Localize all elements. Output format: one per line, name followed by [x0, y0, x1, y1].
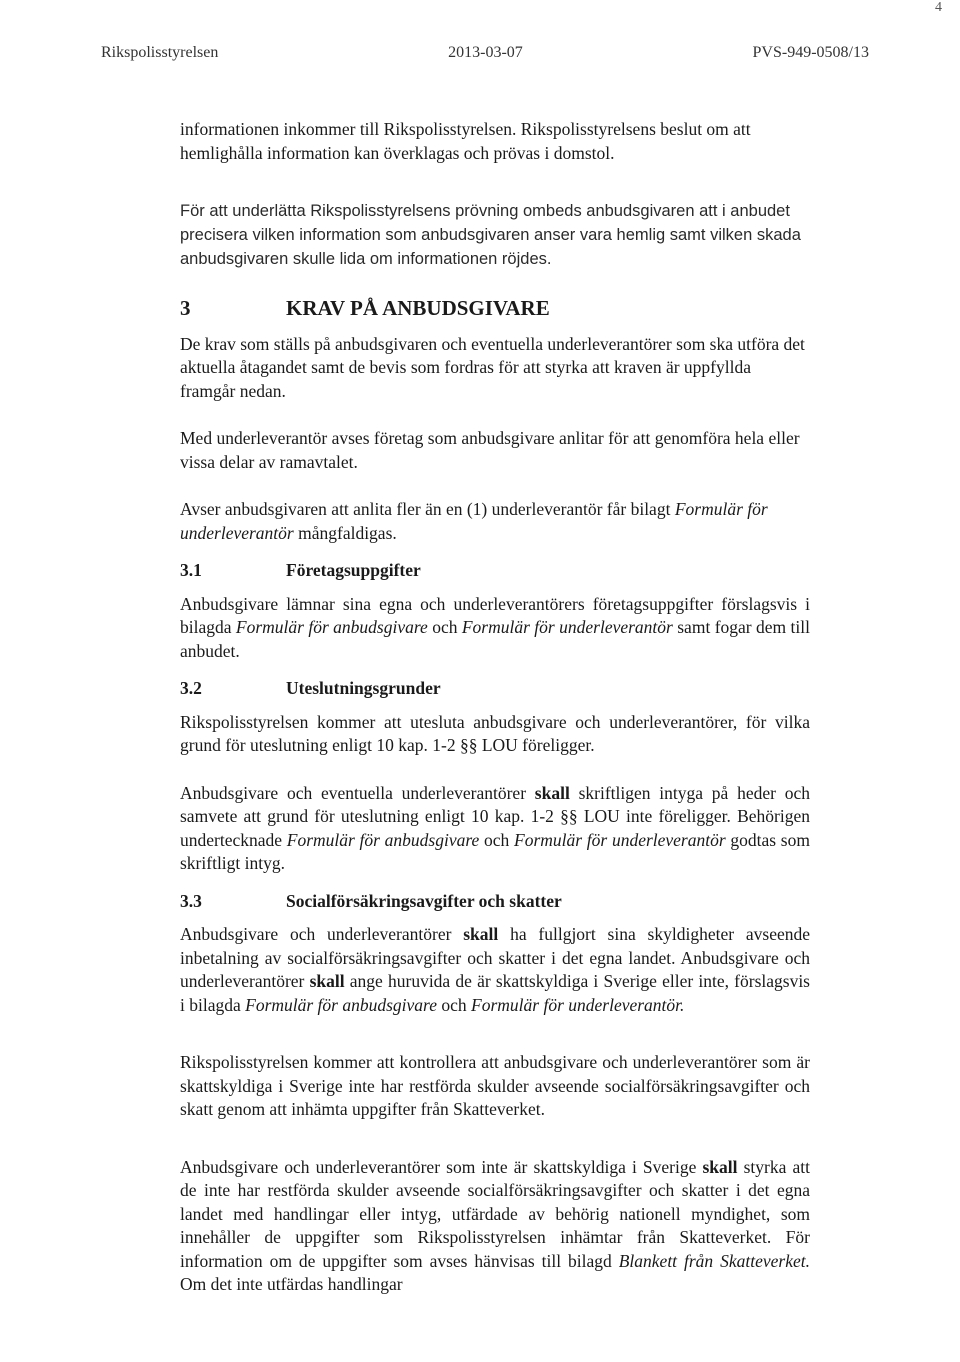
- intro-paragraph-1: informationen inkommer till Rikspolisstyrelsen. Rikspolisstyrelsens beslut om att hemlighålla information kan överklagas och prövas i domstol.: [180, 119, 751, 163]
- section-3-number: 3: [180, 296, 191, 320]
- section-3-1-paragraph: Anbudsgivare lämnar sina egna och underleverantörers företagsuppgifter förslagsvis i bilagda Formulär för anbudsgivare och Formulär för underleverantör samt fogar dem till anbudet.: [180, 593, 810, 661]
- section-3-2-paragraph-1: Rikspolisstyrelsen kommer att utesluta anbudsgivare och underleverantörer, för vilka grund för uteslutning enligt 10 kap. 1-2 §§ LOU föreligger.: [180, 711, 810, 755]
- section-3-3-title: Socialförsäkringsavgifter och skatter: [286, 890, 562, 911]
- section-3-3-heading: [180, 890, 810, 914]
- section-3-2-heading: [180, 677, 810, 701]
- section-3-1-title: Företagsuppgifter: [286, 560, 421, 580]
- section-3-2-paragraph-2: Anbudsgivare och eventuella underleverantörer skall skriftligen intyga på heder och samvete att grund för uteslutning enligt 10 kap. 1-2 §§ LOU inte föreligger. Behörigen undertecknade Formulär för anbudsgivare och Formulär för underleverantör godtas som skriftligt intyg.: [180, 782, 810, 873]
- section-3-1-number: 3.1: [180, 560, 202, 580]
- section-3-paragraph-1: De krav som ställs på anbudsgivaren och eventuella underleverantörer som ska utföra det aktuella åtagandet samt de bevis som fordras för att styrka att kraven är uppfyllda framgår nedan.: [180, 333, 805, 401]
- header-reference: PVS-949-0508/13: [752, 44, 869, 61]
- section-3-3-paragraph-1: Anbudsgivare och underleverantörer skall ha fullgjort sina skyldigheter avseende inbetalning av socialförsäkringsavgifter och skatter i det egna landet. Anbudsgivare och underleverantörer skall ange huruvida de är skattskyldiga i Sverige eller inte, förslagsvis i bilagda Formulär för anbudsgivare och Formulär för underleverantör.: [180, 924, 810, 1015]
- section-3-3-paragraph-2: Rikspolisstyrelsen kommer att kontrollera att anbudsgivare och underleverantörer som är skattskyldiga i Sverige inte har restförda skulder avseende socialförsäkringsavgifter och skatt genom att inhämta uppgifter från Skatteverket.: [180, 1052, 810, 1119]
- section-3-paragraph-2: Med underleverantör avses företag som anbudsgivare anlitar för att genomföra hela eller vissa delar av ramavtalet.: [180, 428, 800, 472]
- intro-paragraph-2: För att underlätta Rikspolisstyrelsens prövning ombeds anbudsgivaren att i anbudet precisera vilken information som anbudsgivaren anser vara hemlig samt vilken skada anbudsgivaren skulle lida om informationen röjdes.: [180, 202, 801, 268]
- section-3-2-number: 3.2: [180, 678, 202, 698]
- section-3-3-paragraph-3: Anbudsgivare och underleverantörer som inte är skattskyldiga i Sverige skall styrka att de inte har restförda skulder avseende socialförsäkringsavgifter och skatter i det egna landet med handlingar eller intyg, utfärdade av behörig nationell myndighet, som innehåller de uppgifter som Rikspolisstyrelsen inhämtar från Skatteverket. För information om de uppgifter som avses hänvisas till bilagd Blankett från Skatteverket. Om det inte utfärdas handlingar: [180, 1156, 810, 1294]
- section-3-title: KRAV PÅ ANBUDSGIVARE: [286, 296, 550, 320]
- section-3-paragraph-3: Avser anbudsgivaren att anlita fler än en (1) underleverantör får bilagt Formulär för underleverantör mångfaldigas.: [180, 499, 768, 543]
- section-3-heading: [180, 297, 810, 321]
- document-body: [180, 118, 810, 1297]
- page-number: 4: [935, 0, 942, 15]
- section-3-2-title: Uteslutningsgrunder: [286, 678, 441, 698]
- page-header: [101, 44, 869, 62]
- header-org: Rikspolisstyrelsen: [101, 44, 219, 61]
- header-date: 2013-03-07: [448, 44, 523, 61]
- section-3-1-heading: [180, 559, 810, 583]
- section-3-3-number: 3.3: [180, 890, 202, 911]
